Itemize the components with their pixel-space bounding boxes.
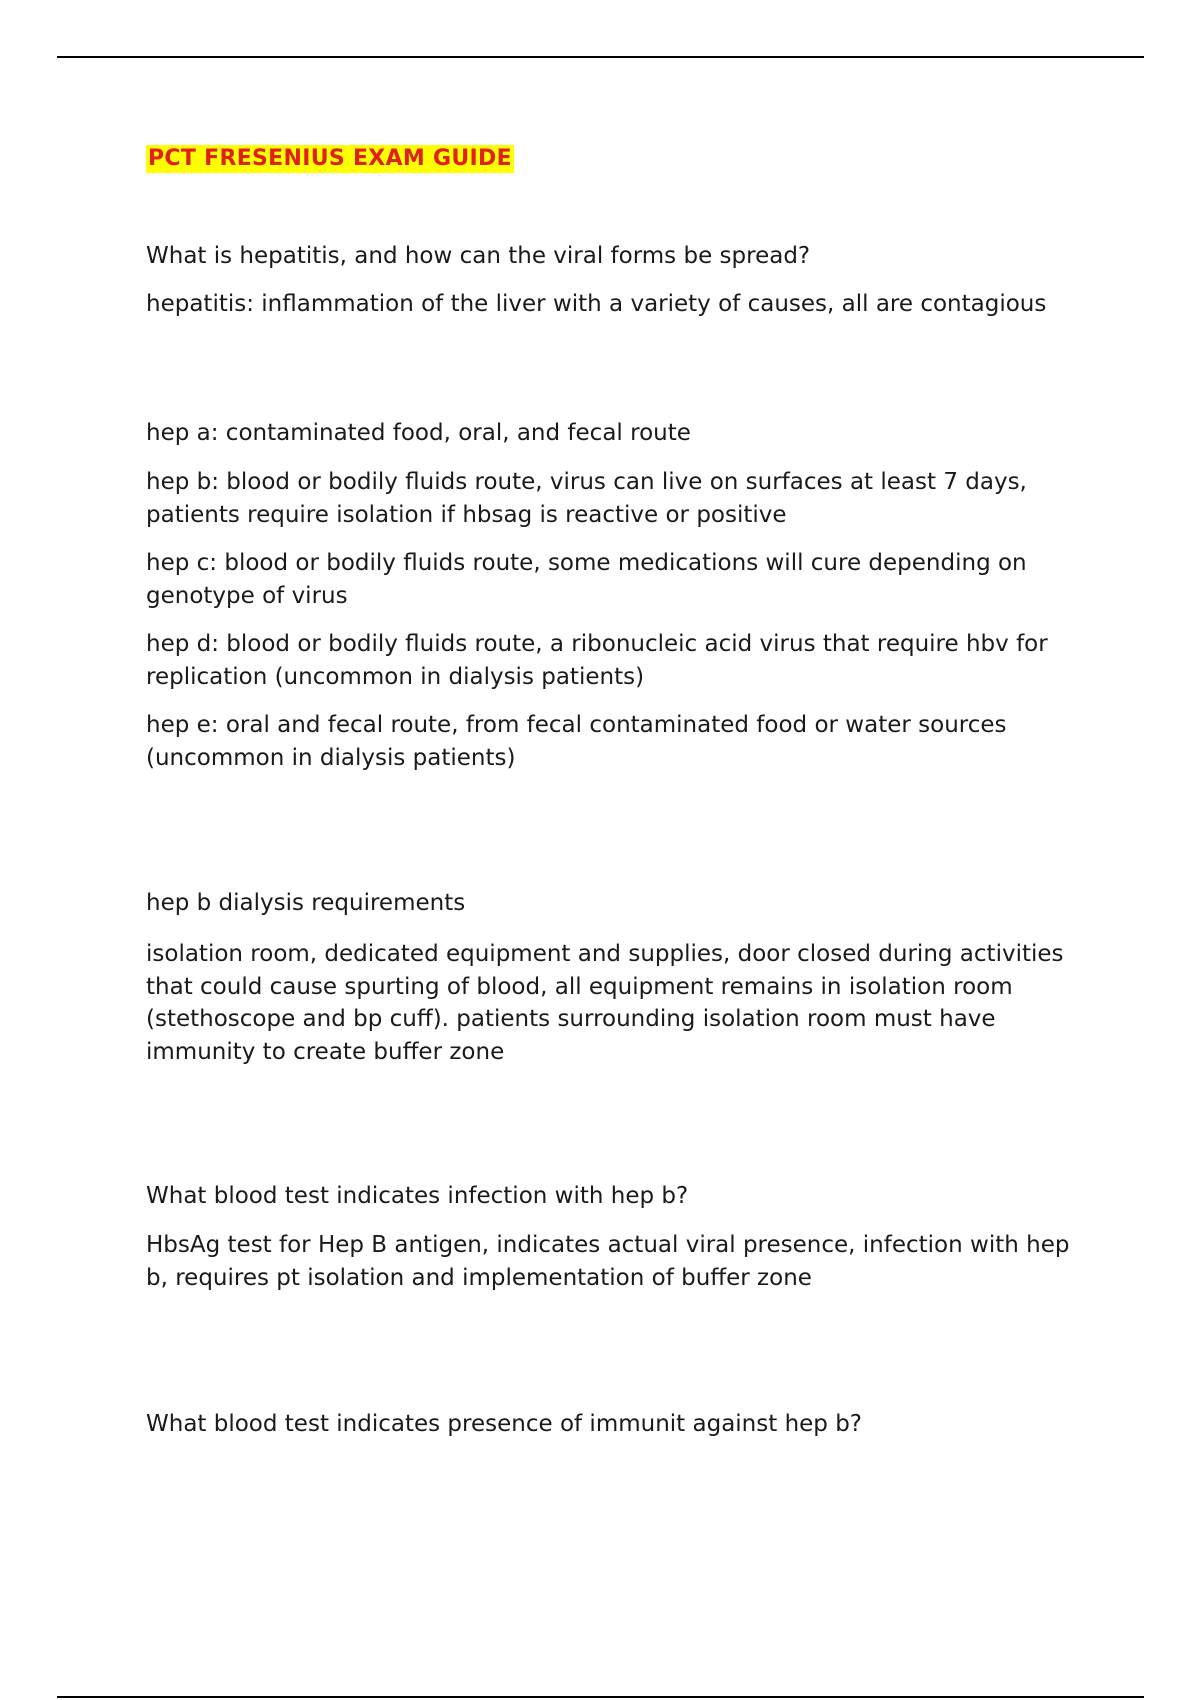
answer-hep-c: hep c: blood or bodily fluids route, some medications will cure depending on genotype of virus — [146, 550, 1027, 609]
answer-hepatitis-definition: hepatitis: inflammation of the liver with a variety of causes, all are contagious — [146, 291, 1047, 317]
answer-hep-a: hep a: contaminated food, oral, and fecal route — [146, 420, 691, 446]
header-rule — [57, 56, 1144, 58]
question-hep-b-immunity-test: What blood test indicates presence of immunit against hep b? — [146, 1411, 863, 1437]
question-hep-b-infection-test: What blood test indicates infection with hep b? — [146, 1183, 689, 1209]
answer-hep-d: hep d: blood or bodily fluids route, a ribonucleic acid virus that require hbv for replication (uncommon in dialysis patients) — [146, 631, 1048, 690]
footer-rule — [57, 1696, 1144, 1698]
answer-hep-b: hep b: blood or bodily fluids route, virus can live on surfaces at least 7 days, patients require isolation if hbsag is reactive or positive — [146, 469, 1027, 528]
answer-hep-b-dialysis: isolation room, dedicated equipment and supplies, door closed during activities that could cause spurting of blood, all equipment remains in isolation room (stethoscope and bp cuff). patients surrounding isolation room must have immunity to create buffer zone — [146, 941, 1064, 1065]
question-hepatitis: What is hepatitis, and how can the viral forms be spread? — [146, 243, 811, 269]
question-hep-b-dialysis: hep b dialysis requirements — [146, 890, 466, 916]
answer-hep-b-infection-test: HbsAg test for Hep B antigen, indicates actual viral presence, infection with hep b, requires pt isolation and implementation of buffer zone — [146, 1232, 1070, 1291]
answer-hep-e: hep e: oral and fecal route, from fecal contaminated food or water sources (uncommon in dialysis patients) — [146, 712, 1007, 771]
document-title: PCT FRESENIUS EXAM GUIDE — [148, 146, 512, 171]
